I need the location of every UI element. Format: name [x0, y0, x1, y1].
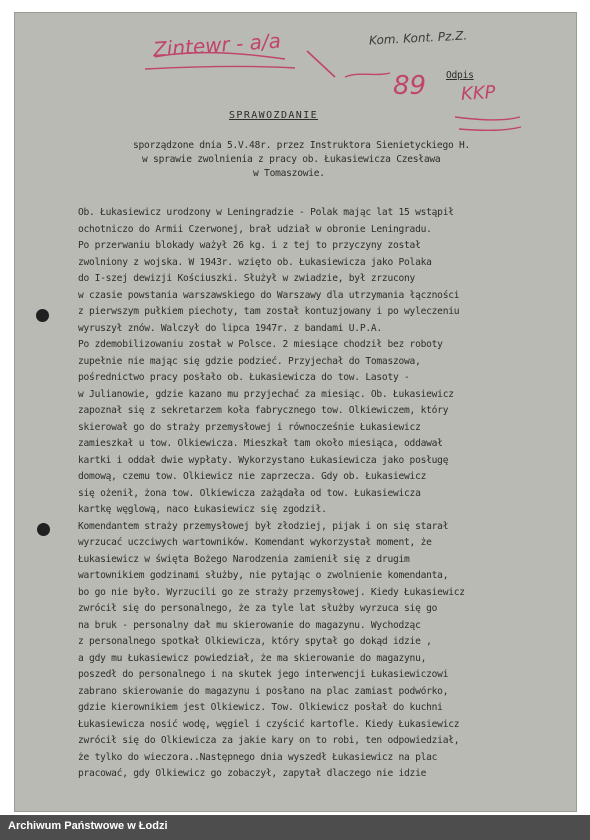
annotation-number: 89: [393, 71, 427, 101]
body-line: bo go nie było. Wyrzucili go ze straży przemysłowej. Kiedy Łukasiewicz: [78, 586, 465, 598]
body-line: zapoznał się z sekretarzem koła fabrycznego tow. Olkiewiczem, który: [78, 405, 449, 416]
body-line: kartkę węglową, naco Łukasiewicz się zgodził.: [78, 504, 327, 515]
binder-hole: [36, 309, 49, 322]
body-line: a gdy mu Łukasiewicz powiedział, że ma skierowanie do magazynu,: [78, 652, 427, 664]
body-line: gdzie kierownikiem jest Olkiewicz. Tow. Olkiewicz posłał do kuchni: [78, 702, 443, 713]
body-line: się ożenił, żona tow. Olkiewicza zażądała od tow. Łukasiewicza: [78, 487, 421, 499]
subtitle-line: sporządzone dnia 5.V.48r. przez Instruktora Sienietyckiego H.: [133, 140, 471, 151]
body-line: kartki i oddał dwie wypłaty. Wykorzystano Łukasiewicza jako posługę: [78, 454, 449, 466]
body-line: w czasie powstania warszawskiego do Warszawy dla utrzymania łączności: [78, 289, 460, 301]
binder-hole: [37, 523, 50, 536]
report-body: [78, 206, 573, 784]
annotation-code: KKP: [460, 82, 496, 105]
annotation-top-left: Zintewr - a/a: [152, 28, 282, 62]
odpis-label: Odpis: [446, 70, 474, 81]
body-line: w Julianowie, gdzie kazano mu przyjechać za miesiąc. Ob. Łukasiewicz: [78, 388, 454, 400]
body-line: z pierwszym pułkiem piechoty, tam został kontuzjowany i po wyleczeniu: [78, 306, 460, 317]
body-line: zwolniony z wojska. W 1943r. wzięto ob. Łukasiewicza jako Polaka: [78, 256, 432, 268]
body-line: wyruszył znów. Walczył do lipca 1947r. z bandami U.P.A.: [78, 322, 382, 334]
body-line: domową, czemu tow. Olkiewicz nie zaprzecza. Gdy ob. Łukasiewicz: [78, 471, 427, 482]
body-line: zupełnie nie mając się gdzie podzieć. Przyjechał do Tomaszowa,: [78, 355, 421, 367]
body-line: Po przerwaniu blokady ważył 26 kg. i z tej to przyczyny został: [78, 240, 421, 251]
body-line: zabrano skierowanie do magazynu i posłano na plac zamiast podwórko,: [78, 685, 449, 697]
archive-name: Archiwum Państwowe w Łodzi: [8, 820, 168, 832]
body-line: do I-szej dewizji Kościuszki. Służył w zwiadzie, był zrzucony: [78, 273, 416, 284]
body-line: pracować, gdy Olkiewicz go zobaczył, zapytał dlaczego nie idzie: [78, 768, 427, 779]
body-line: wartownikiem godzinami służby, nie pytając o zwolnienie komendanta,: [78, 570, 449, 581]
body-line: Komendantem straży przemysłowej był złodziej, pijak i on się starał: [78, 520, 449, 532]
body-line: poszedł do personalnego i na skutek jego interwencji Łukasiewiczowi: [78, 669, 449, 680]
body-line: ochotniczo do Armii Czerwonej, brał udział w obronie Leningradu.: [78, 223, 432, 235]
body-line: z personalnego spotkał Olkiewicza, który spytał go dokąd idzie ,: [78, 636, 432, 647]
body-line: na bruk - personalny dał mu skierowanie do magazynu. Wychodząc: [78, 619, 421, 631]
document-title: SPRAWOZDANIE: [229, 110, 319, 121]
body-line: pośrednictwo pracy posłało ob. Łukasiewicza do tow. Lasoty -: [78, 372, 410, 383]
subtitle-line: w Tomaszowie.: [253, 168, 325, 179]
body-line: skierował go do straży przemysłowej i równocześnie Łukasiewicz: [78, 421, 421, 433]
document-page: [14, 12, 577, 812]
subtitle-line: w sprawie zwolnienia z pracy ob. Łukasiewicza Czesława: [142, 154, 441, 165]
body-line: Łukasiewicza nosić wodę, węgiel i czyścić kartofle. Kiedy Łukasiewicz: [78, 718, 460, 730]
body-line: Po zdemobilizowaniu został w Polsce. 2 miesiące chodził bez roboty: [78, 339, 443, 350]
body-line: Łukasiewicz w święta Bożego Narodzenia zamienił się z drugim: [78, 553, 410, 565]
body-line: że tylko do wieczora..Następnego dnia wyszedł Łukasiewicz na plac: [78, 751, 438, 763]
archive-footer-bar: [0, 815, 590, 840]
body-line: zwrócił się do Olkiewicza za jakie kary on to robi, ten odpowiedział,: [78, 735, 460, 746]
body-line: Ob. Łukasiewicz urodzony w Leningradzie - Polak mając lat 15 wstąpił: [78, 207, 454, 218]
annotation-top-right: Kom. Kont. Pz.Z.: [368, 28, 468, 48]
body-line: zamieszkał u tow. Olkiewicza. Mieszkał tam około miesiąca, oddawał: [78, 438, 443, 449]
body-line: zwrócił się do personalnego, że za tyle lat służby wyrzuca się go: [78, 603, 438, 614]
body-line: wyrzucać uczciwych wartowników. Komendant wykorzystał moment, że: [78, 537, 432, 548]
